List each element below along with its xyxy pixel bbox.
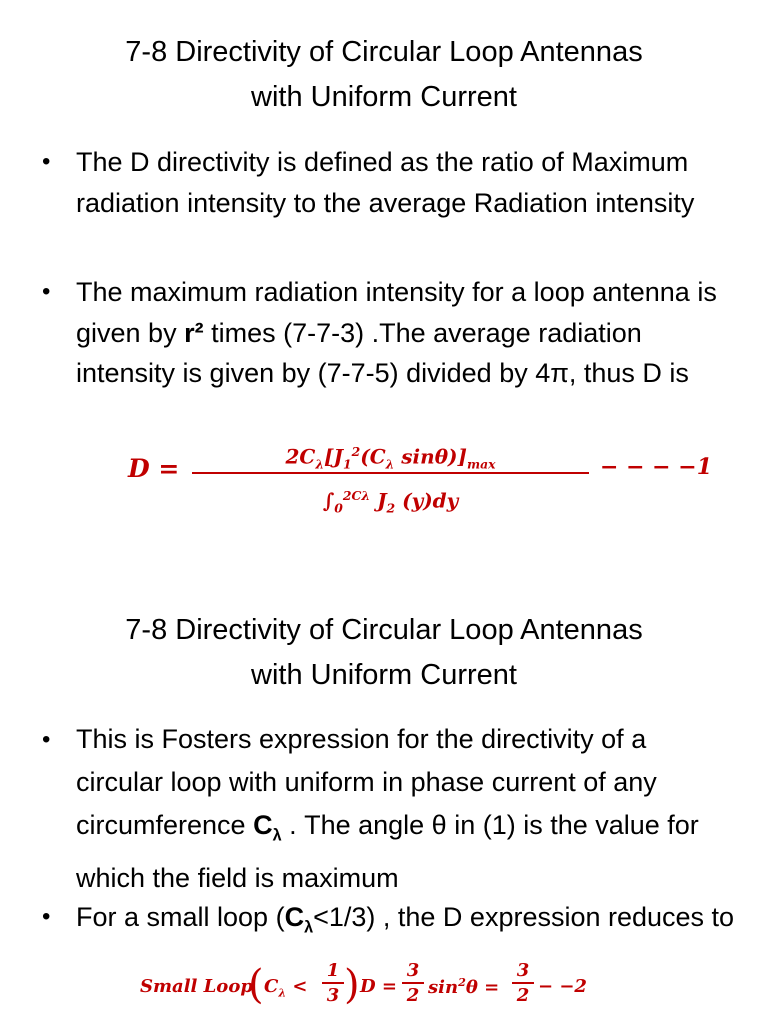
equation-1-fraction <box>188 432 593 518</box>
bullet-dot: • <box>42 726 51 753</box>
section2-title-line2: with Uniform Current <box>251 659 517 691</box>
equation-2-number: − −2 <box>538 976 587 997</box>
equation-2: Small Loop ( $C_\lambda$ < 1 3 ) D = 3 2 $\sin^2\theta$ = 3 2 − −2 <box>140 960 587 1008</box>
section2-bullet-1-bold: $C_\lambda$ <box>253 810 282 845</box>
bullet-dot: • <box>42 148 51 175</box>
section2-bullet-2-text-b: <1/3) , the D expression reduces to <box>313 902 735 932</box>
equation-1-numerator: $2C_\lambda[J_1^2(C_\lambda$ $\sin\theta)]_{max}$ <box>285 444 496 472</box>
section1-title <box>0 30 768 120</box>
section2-bullet-2 <box>42 894 736 950</box>
section1-bullet-2-bold: r² <box>184 317 204 348</box>
section2-bullet-2-text-a: For a small loop ( <box>76 902 285 932</box>
bullet-dot: • <box>42 278 51 305</box>
section2-bullet-1-text-b: . The angle θ in (1) is the value for which the field is maximum <box>76 810 699 894</box>
equation-1-number: − − − −1 <box>600 454 713 480</box>
equation-1 <box>128 432 713 524</box>
section2-title-line1: 7-8 Directivity of Circular Loop Antennas <box>125 614 643 646</box>
section1-bullet-2-text-b: times (7-7-3) .The average radiation intensity is given by (7-7-5) divided by 4π, thus D is <box>76 317 689 388</box>
bullet-dot: • <box>42 903 51 930</box>
section1-title-line2: with Uniform Current <box>251 81 517 113</box>
equation-1-denominator: $\int_0^{2C\lambda}$ $J_2$ (y)dy <box>322 487 459 516</box>
section2-bullet-1-text-a: This is Fosters expression for the directivity of a circular loop with uniform in phase current of any circumference <box>76 724 657 840</box>
section1-bullet-1 <box>42 142 736 223</box>
section1-bullet-1-text: The D directivity is defined as the ratio of Maximum radiation intensity to the average Radiation intensity <box>76 147 695 218</box>
section2-title <box>0 608 768 698</box>
section1-bullet-2-text-a: The maximum radiation intensity for a loop antenna is given by <box>76 277 717 348</box>
section2-bullet-1 <box>42 718 736 900</box>
section1-title-line1: 7-8 Directivity of Circular Loop Antennas <box>125 36 643 68</box>
section1-bullet-2 <box>42 272 736 394</box>
equation-2-label: Small Loop <box>140 976 253 997</box>
section2-bullet-2-bold: $C_\lambda$ <box>284 902 314 937</box>
equation-1-lhs: D = <box>128 454 180 483</box>
